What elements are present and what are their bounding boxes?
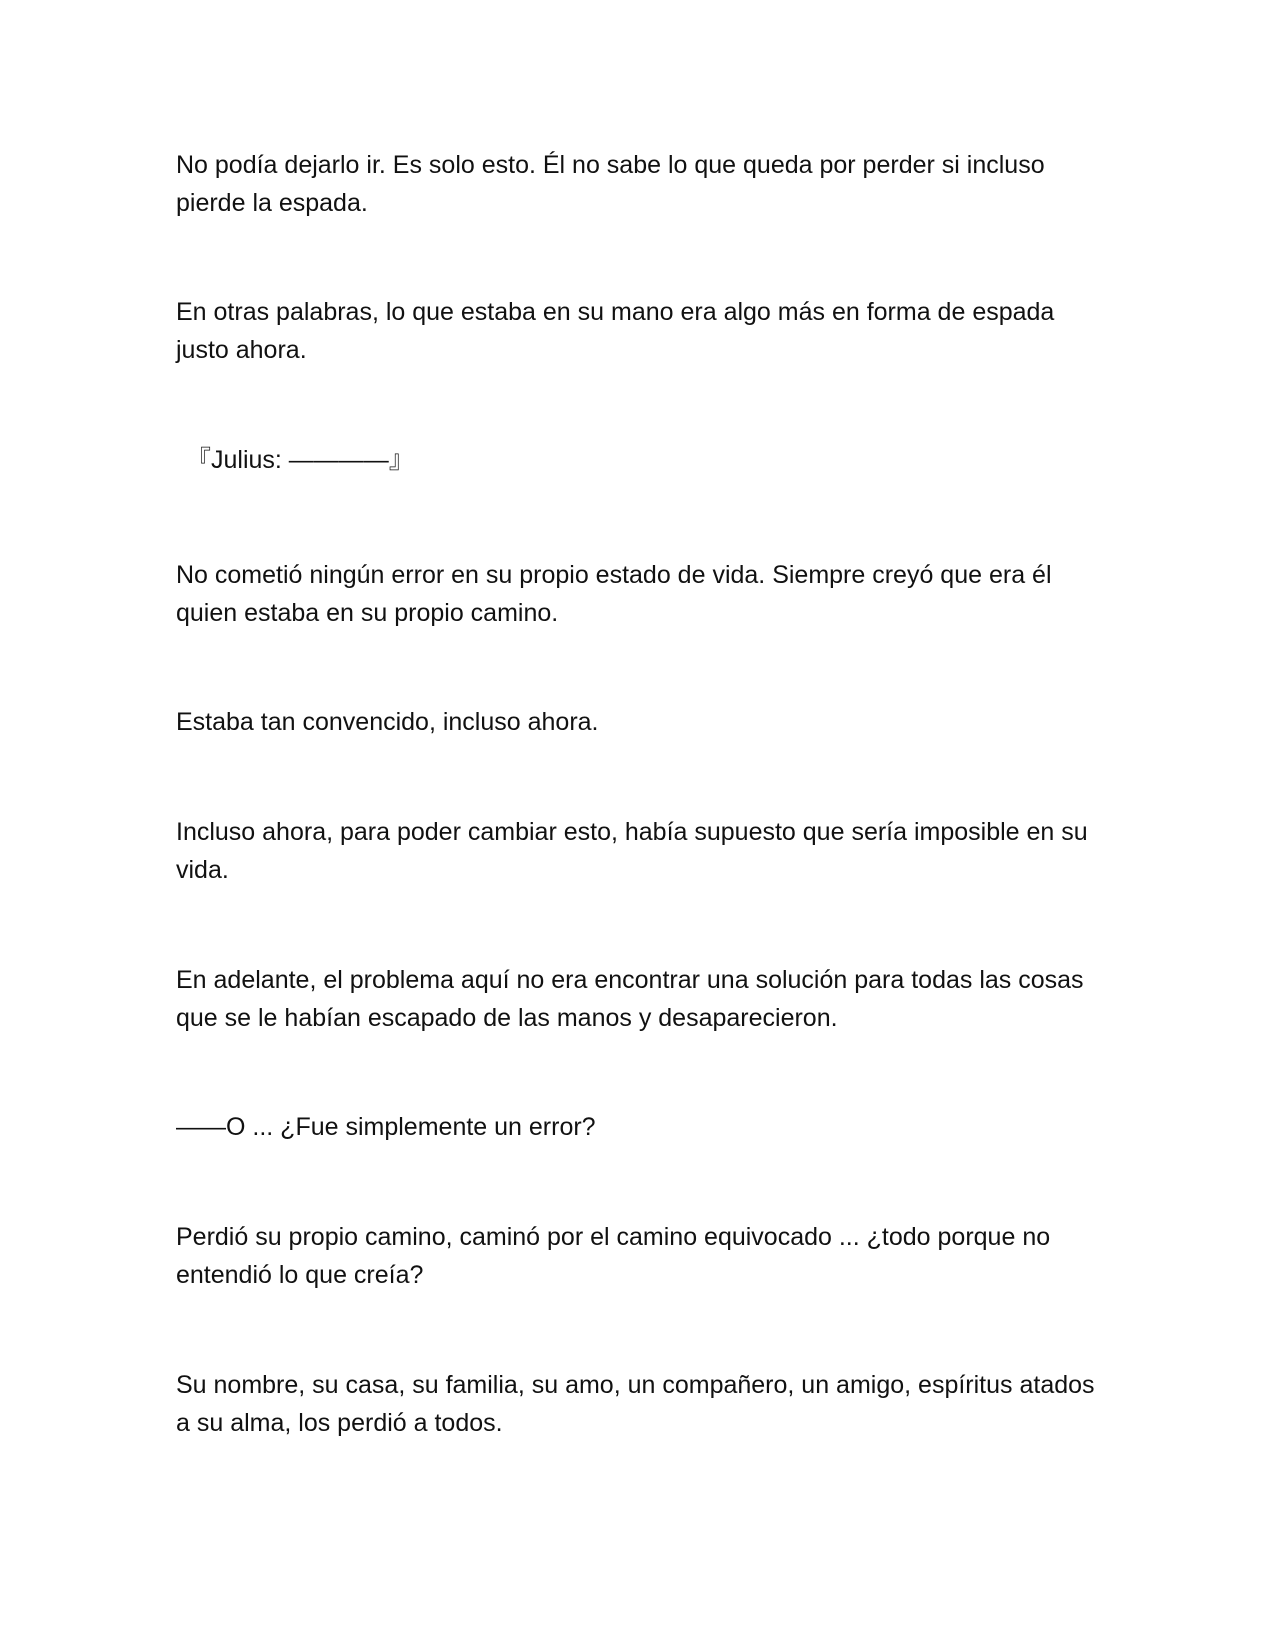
paragraph-1: No podía dejarlo ir. Es solo esto. Él no sabe lo que queda por perder si incluso pierde la espada.	[176, 151, 1045, 217]
paragraph-8: ——O ... ¿Fue simplemente un error?	[176, 1113, 596, 1141]
paragraph-9: Perdió su propio camino, caminó por el camino equivocado ... ¿todo porque no entendió lo que creía?	[176, 1223, 1051, 1289]
paragraph-6: Incluso ahora, para poder cambiar esto, había supuesto que sería imposible en su vida.	[176, 818, 1088, 884]
paragraph-4: No cometió ningún error en su propio estado de vida. Siempre creyó que era él quien estaba en su propio camino.	[176, 561, 1052, 627]
dialogue-julius: 『Julius: ————』	[186, 446, 414, 474]
paragraph-10: Su nombre, su casa, su familia, su amo, un compañero, un amigo, espíritus atados a su alma, los perdió a todos.	[176, 1371, 1095, 1437]
paragraph-5: Estaba tan convencido, incluso ahora.	[176, 708, 599, 736]
paragraph-7: En adelante, el problema aquí no era encontrar una solución para todas las cosas que se le habían escapado de las manos y desaparecieron.	[176, 966, 1084, 1032]
paragraph-2: En otras palabras, lo que estaba en su mano era algo más en forma de espada justo ahora.	[176, 298, 1055, 364]
